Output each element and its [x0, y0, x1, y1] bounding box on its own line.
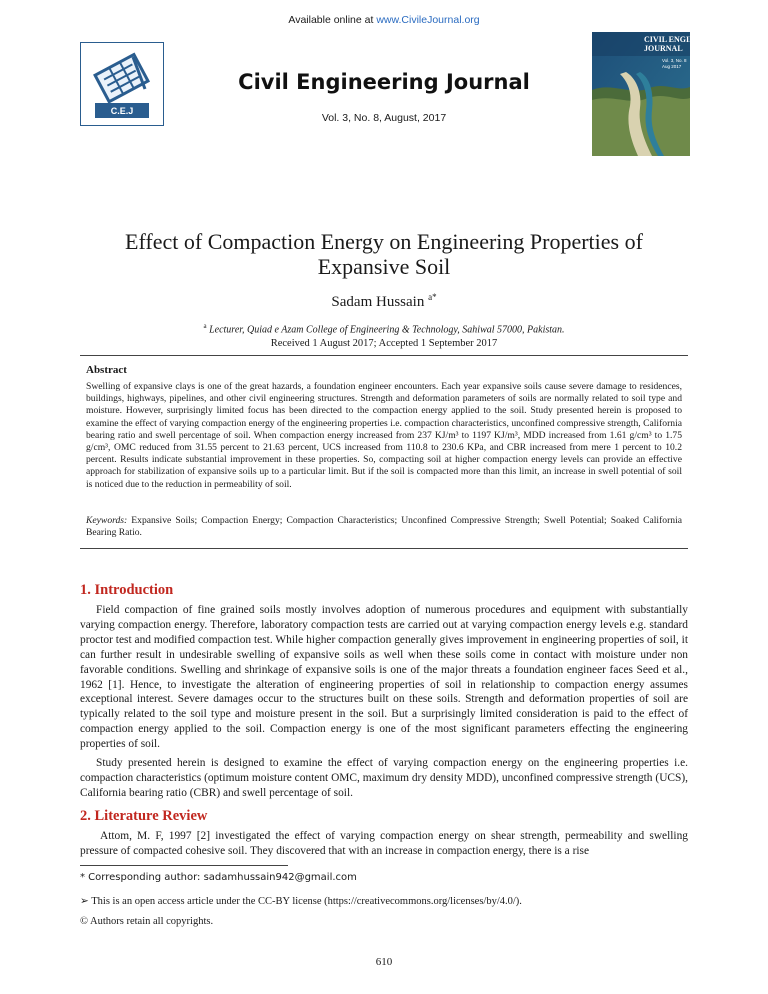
volume-issue: Vol. 3, No. 8, August, 2017: [321, 112, 447, 124]
keywords-label: Keywords:: [86, 515, 128, 526]
affiliation-text: Lecturer, Quiad e Azam College of Engineering & Technology, Sahiwal 57000, Pakistan.: [206, 324, 565, 336]
journal-title: Civil Engineering Journal: [238, 70, 530, 94]
corresponding-author-footnote: * Corresponding author: sadamhussain942@gmail.com: [80, 872, 357, 883]
logo-text: C.E.J: [110, 106, 134, 116]
journal-website-link[interactable]: www.CivileJournal.org: [376, 14, 480, 26]
page-number: 610: [375, 956, 393, 968]
copyright-footnote: © Authors retain all copyrights.: [80, 916, 214, 927]
footnote-rule: [80, 865, 288, 866]
available-prefix: Available online at: [288, 14, 377, 26]
affiliation-superscript: a: [203, 322, 207, 330]
paper-title: Effect of Compaction Energy on Engineering Properties of Expansive Soil: [125, 229, 643, 279]
license-footnote: ➢ This is an open access article under the CC-BY license (https://creativecommons.org/licenses/by/4.0/).: [80, 896, 522, 907]
abstract-top-rule: [80, 355, 688, 356]
literature-review-heading: 2. Literature Review: [80, 808, 208, 824]
keywords: [86, 515, 682, 539]
abstract-bottom-rule: [80, 548, 688, 549]
coastline-cover-icon: [592, 32, 727, 156]
affiliation: [0, 322, 768, 335]
available-online-line: [0, 14, 768, 26]
abstract-heading: Abstract: [86, 364, 127, 376]
journal-cover-image: [592, 32, 727, 156]
received-accepted-dates: Received 1 August 2017; Accepted 1 September 2017: [270, 338, 498, 349]
cover-issue: Vol. 3, No. 8: [662, 58, 687, 63]
cover-title-1: CIVIL ENGINEERING: [644, 35, 727, 44]
author-superscript: a*: [428, 292, 437, 302]
author-line: [0, 292, 768, 311]
introduction-paragraph-1: Field compaction of fine grained soils mostly involves adoption of numerous procedures and equipment with substantially varying compaction energy. Therefore, laboratory compaction tests are carried out at varying compaction energy levels e.g. standard proctor test and modified compaction test. While higher compaction generally gives improvement in engineering properties of soil, it can further result in undesirable swelling of expansive soils as well when these soils come in contact with moisture under non favorable conditions. Swelling and shrinkage of expansive soils is one of the major threats a foundation engineer faces Seed et al., 1962 [1]. Hence, to investigate the alteration of engineering properties of soil in relationship to compaction energy assumes exceptional interest. Severe damages occur to the structures built on these soils. Strength and deformation properties of soil are typically related to the soil type and moisture present in the soil. But a surprisingly limited consideration is paid to the effect of compaction energy applied to the soil. Compaction energy is one of the most significant parameters effecting the engineering properties of soil.: [80, 604, 688, 751]
author-name: Sadam Hussain: [331, 294, 425, 310]
keywords-list: Expansive Soils; Compaction Energy; Compaction Characteristics; Unconfined Compressive Strength; Swell Potential; Soaked California Bearing Ratio.: [86, 515, 682, 539]
abstract-text: Swelling of expansive clays is one of the great hazards, a foundation engineer encounters. Each year expansive soils cause severe damage to residences, buildings, highways, pipelines, and other civil engineering structures. Strength and deformation parameters of soils are normally related to soil type and moisture. However, surprisingly limited focus has been directed to the compaction energy applied to the soil. Study presented herein is proposed to examine the effect of varying compaction energy of the engineering properties i.e. compaction characteristics, unconfined compressive strength, California bearing ratio and swell percentage of soil. When compaction energy increased from 237 KJ/m³ to 1197 KJ/m³, MDD increased from 1.61 g/cm³ to 1.75 g/cm³, OMC reduced from 31.55 percent to 21.63 percent, UCS increased from 110.8 to 230.6 KPa, and CBR increased from mere 1 percent to 10.2 percent. Results indicate substantial improvement in these properties. So, compacting soil at higher compaction energy levels can provide an effective approach for stabilization of expansive soils up to a particular limit. But if the soil is compacted more than this limit, an increase in swell potential of soil is noticed due to the reduction in permeability of soil.: [86, 381, 682, 490]
introduction-heading: 1. Introduction: [80, 582, 174, 598]
introduction-paragraph-2: Study presented herein is designed to examine the effect of varying compaction energy on the engineering properties i.e. compaction characteristics (optimum moisture content OMC, maximum dry density MDD), unconfined compressive strength (UCS), California bearing ratio (CBR) and swell percentage of soil.: [80, 757, 688, 799]
cover-title-2: JOURNAL: [644, 44, 683, 53]
cover-date: Aug 2017: [662, 64, 682, 69]
literature-review-paragraph-1: Attom, M. F, 1997 [2] investigated the effect of varying compaction energy on shear strength, permeability and swelling pressure of compacted cohesive soil. They discovered that with an increase in compaction energy, there is a rise: [80, 830, 688, 857]
